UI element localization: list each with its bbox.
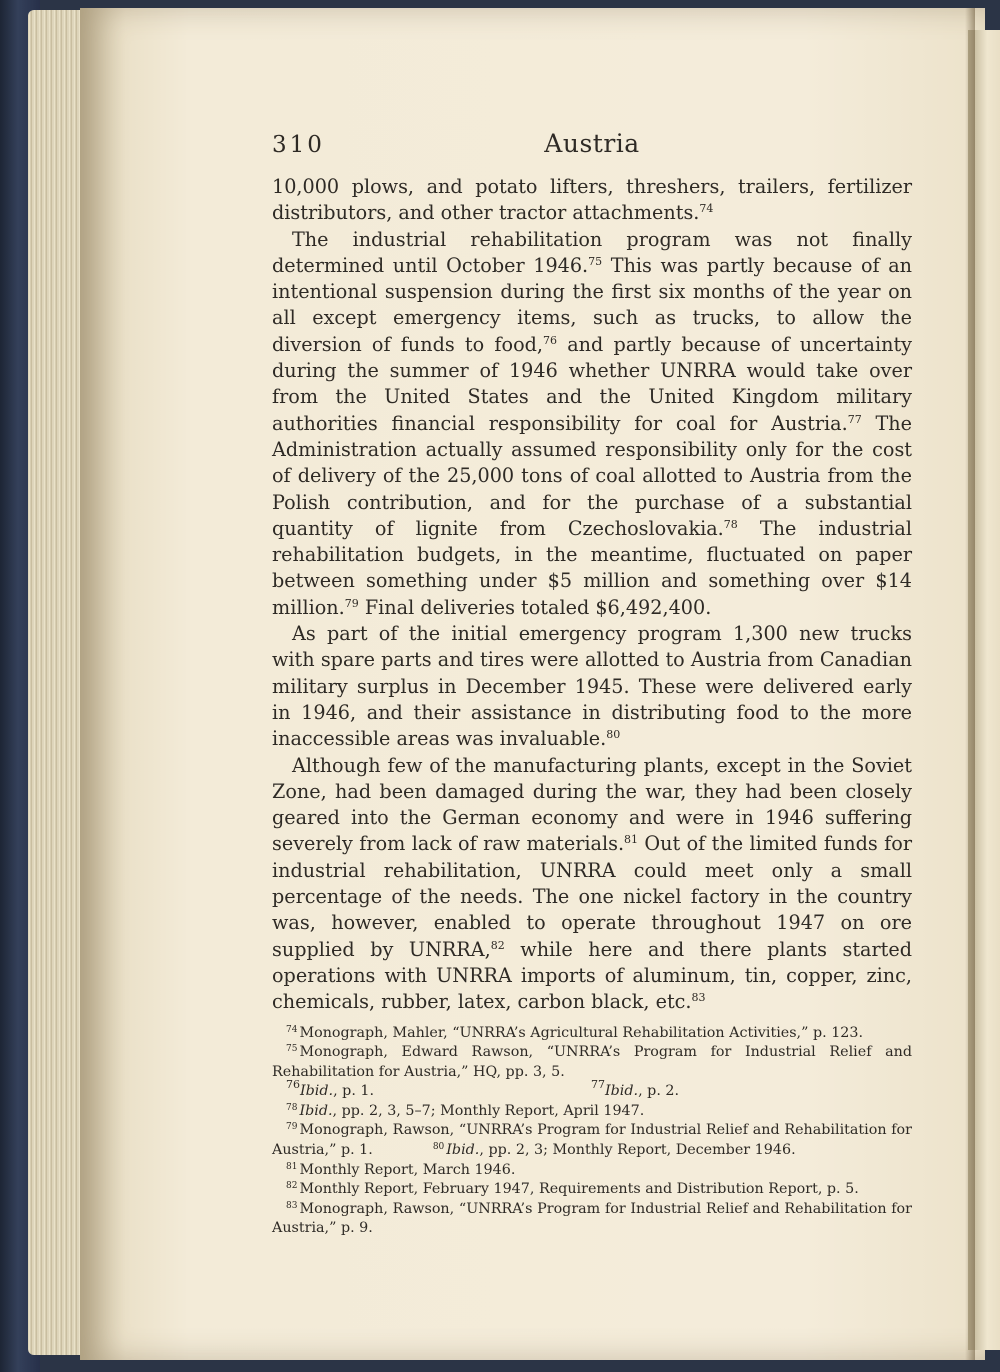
footnote-marker: 75: [588, 254, 603, 268]
footnote-78: $^{78}$ Ibid., pp. 2, 3, 5–7; Monthly Report, April 1947.: [286, 1102, 645, 1119]
footnote-81: $^{81}$ Monthly Report, March 1946.: [286, 1161, 516, 1178]
footnotes: [272, 1024, 912, 1240]
footnote-marker: 77: [847, 412, 862, 426]
paragraph: Although few of the manufacturing plants, except in the Soviet Zone, had been damaged during the war, they had been closely geared into the German economy and were in 1946 suffering severely from lack of raw materials.$^{81}$ Out of the limited funds for industrial rehabilitation, UNRRA could meet only a small percentage of the needs. The one nickel factory in the country was, however, enabled to operate throughout 1947 on ore supplied by UNRRA,$^{82}$ while here and there plants started operations with UNRRA imports of aluminum, tin, copper, zinc, chemicals, rubber, latex, carbon black, etc.$^{83}$: [272, 753, 912, 1014]
footnote-marker: 76: [543, 333, 558, 347]
footnote-75: $^{75}$ Monograph, Edward Rawson, “UNRRA’s Program for Industrial Relief and Rehabilitation for Austria,” HQ, pp. 3, 5.: [272, 1044, 912, 1080]
footnote-83: $^{83}$ Monograph, Rawson, “UNRRA’s Program for Industrial Relief and Rehabilitation for Austria,” p. 9.: [272, 1200, 912, 1237]
paragraph: As part of the initial emergency program 1,300 new trucks with spare parts and tires were allotted to Austria from Canadian military surplus in December 1945. These were delivered early in 1946, and their assistance in distributing food to the more inaccessible areas was invaluable.$^{80}$: [272, 622, 912, 751]
footnote-row-76-77: [272, 1078, 912, 1102]
footnote-marker: 78: [723, 517, 738, 531]
footnote-74: $^{74}$ Monograph, Mahler, “UNRRA’s Agricultural Rehabilitation Activities,” p. 123.: [286, 1024, 864, 1041]
page-number: 310: [272, 132, 325, 158]
body-text: [272, 174, 912, 1016]
footnote-77: $^{77}$Ibid., p. 2.: [591, 1078, 680, 1100]
running-head: [272, 126, 912, 174]
footnote-marker: 79: [344, 596, 359, 610]
footnote-76: $^{76}$Ibid., p. 1.: [286, 1078, 375, 1100]
footnote-82: $^{82}$ Monthly Report, February 1947, Requirements and Distribution Report, p. 5.: [286, 1181, 859, 1198]
paragraph-continued: 10,000 plows, and potato lifters, threshers, trailers, fertilizer distributors, and other tractor attachments.$^{74}$: [272, 175, 912, 225]
running-title: Austria: [544, 129, 640, 158]
footnote-marker: 80: [606, 728, 621, 742]
paragraph: The industrial rehabilitation program was not finally determined until October 1946.75 This was partly because of an intentional suspension during the first six months of the year on all except emergency items, such as trucks, to allow the diversion of funds to food,$^{76}$ and partly because of uncertainty during the summer of 1946 whether UNRRA would take over from the United States and the United Kingdom military authorities financial responsibility for coal for Austria.$^{77}$ The Administration actually assumed responsibility only for the cost of delivery of the 25,000 tons of coal allotted to Austria from the Polish contribution, and for the purchase of a substantial quantity of lignite from Czechoslovakia.$^{78}$ The industrial rehabilitation budgets, in the meantime, fluctuated on paper between something under $5 million and something over $14 million.$^{79}$ Final deliveries totaled $6,492,400.: [272, 227, 912, 619]
footnote-marker: 74: [699, 202, 714, 216]
footnote-marker: 83: [691, 991, 706, 1005]
footnote-79-80: $^{79}$ Monograph, Rawson, “UNRRA’s Program for Industrial Relief and Rehabilitation for Austria,” p. 1. $^{80}$ Ibid., pp. 2, 3; Monthly Report, December 1946.: [272, 1122, 912, 1159]
gutter-shadow: [965, 8, 975, 1360]
footnote-marker: 81: [624, 833, 639, 847]
page-text: [272, 126, 912, 1239]
footnote-marker: 82: [490, 938, 505, 952]
